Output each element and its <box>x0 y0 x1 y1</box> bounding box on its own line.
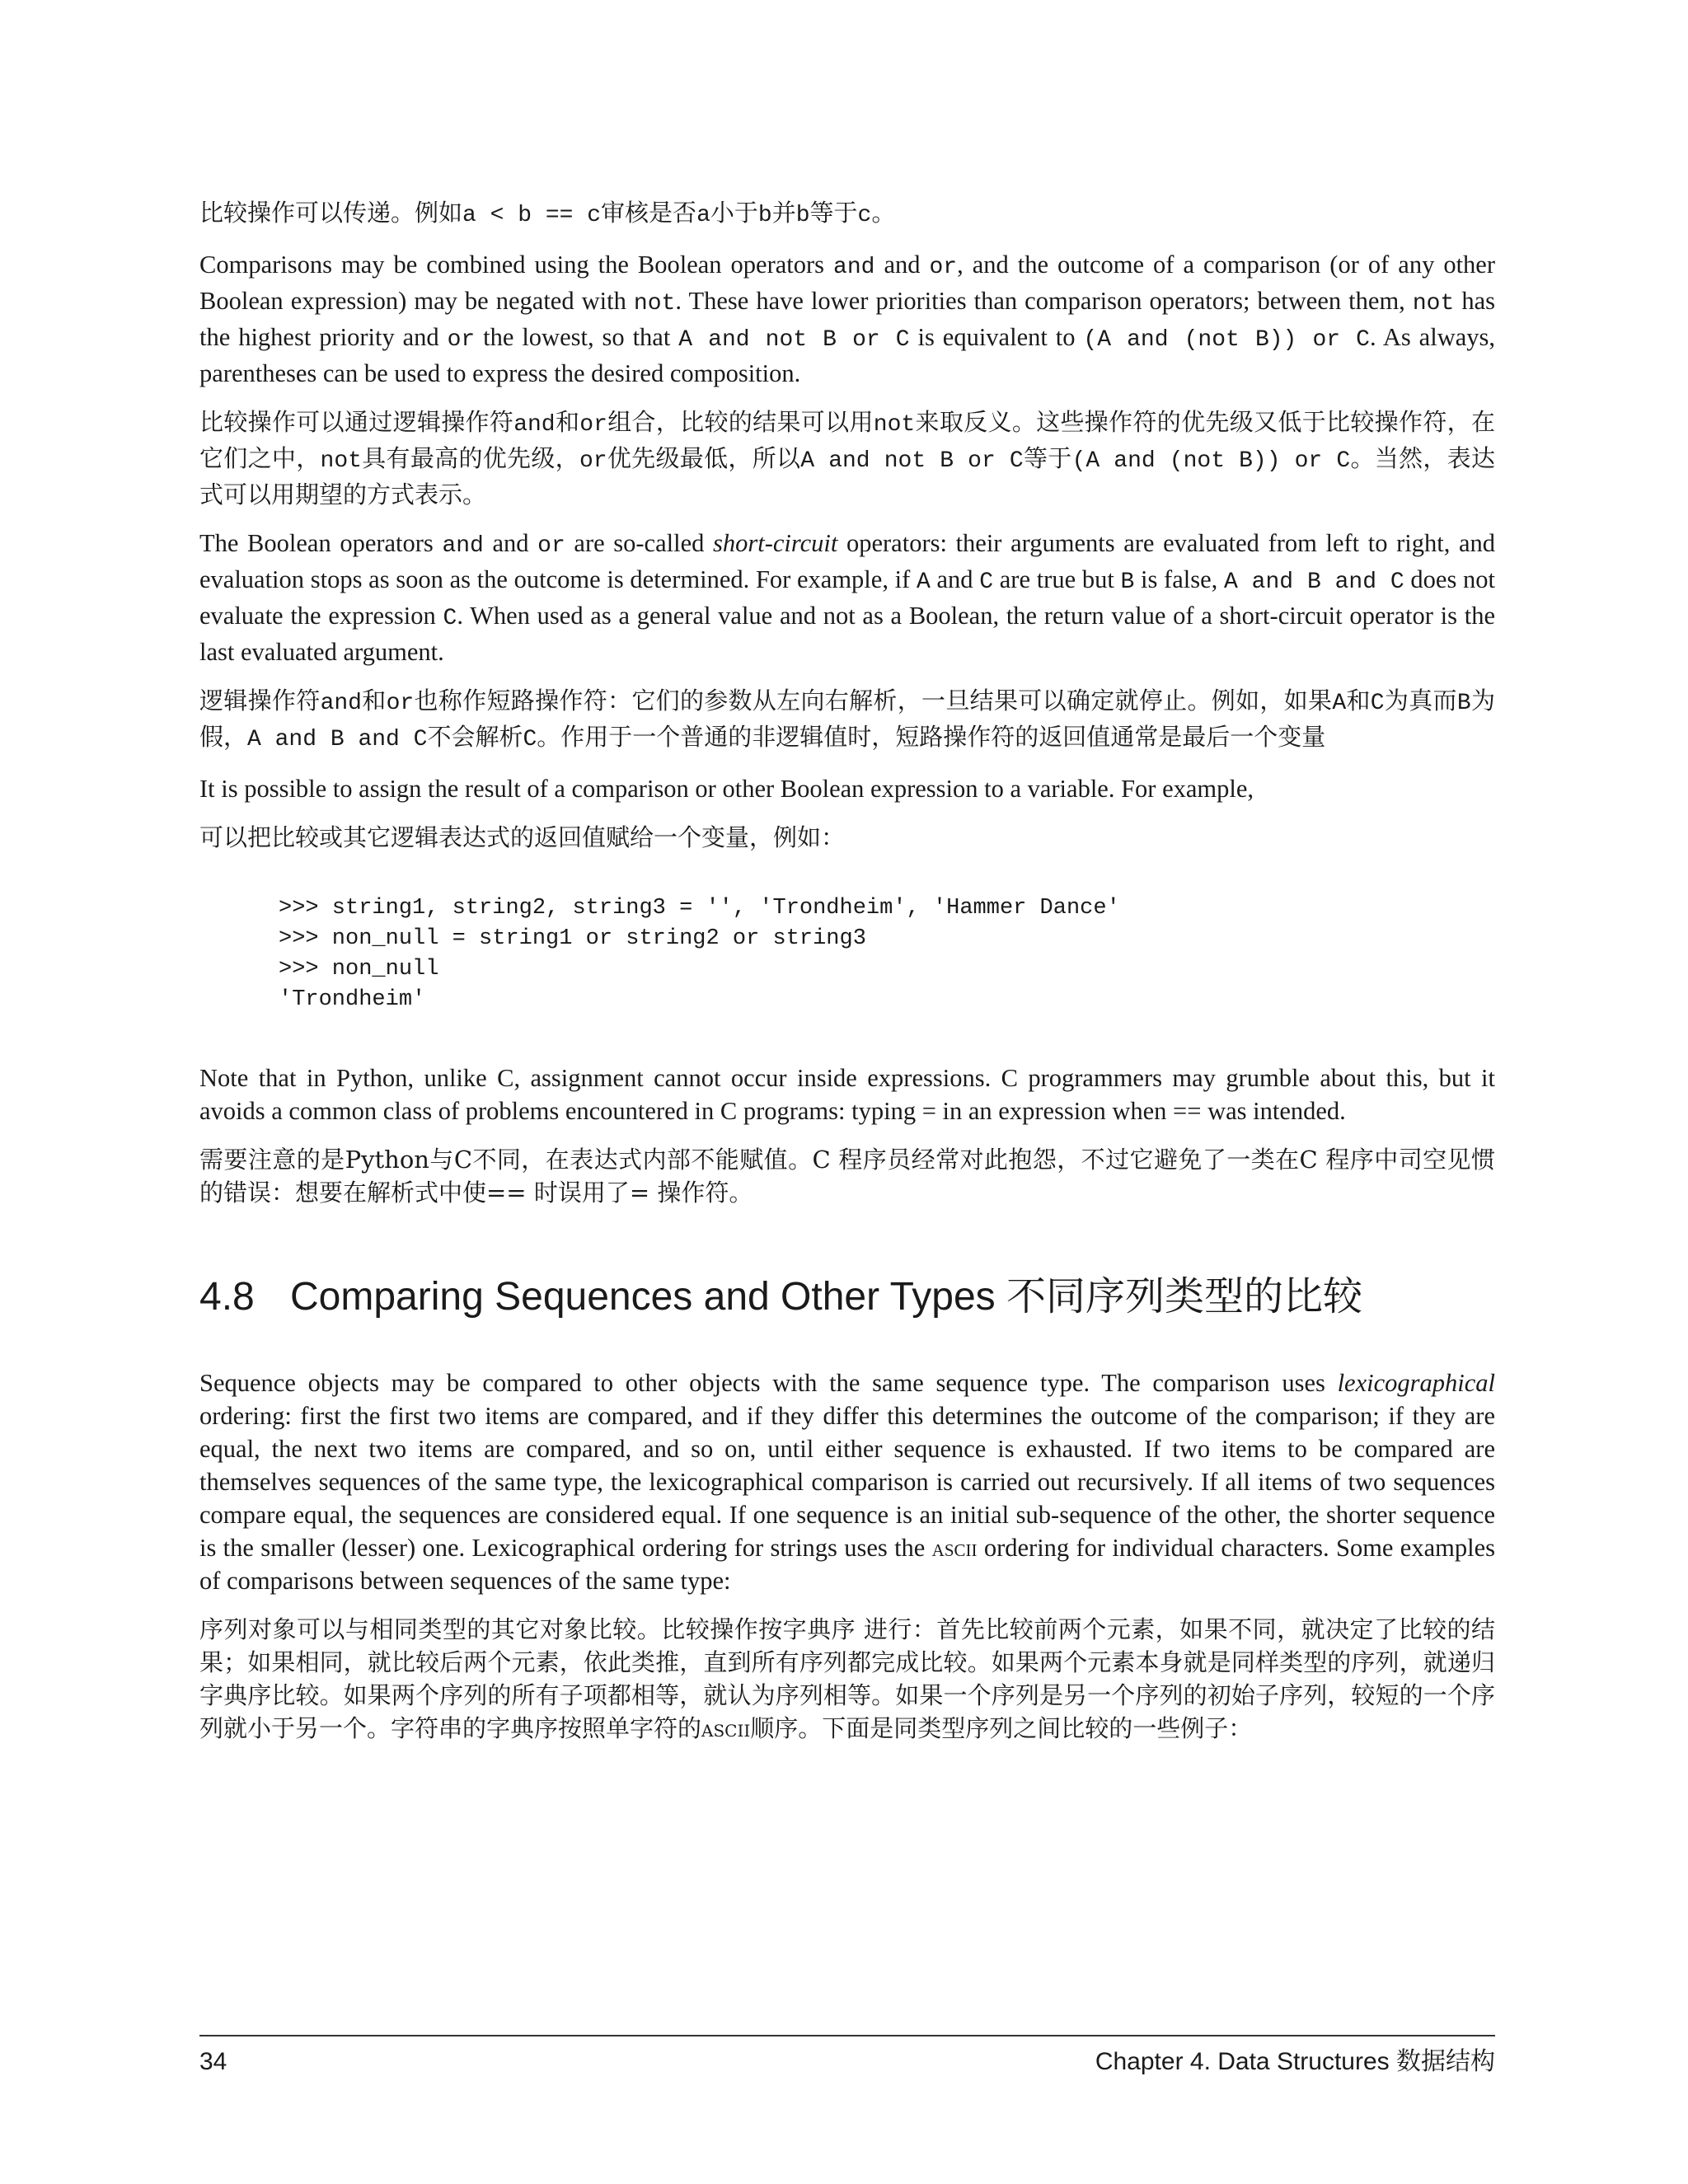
inline-code: A and B and C <box>247 727 428 752</box>
inline-code: B <box>1456 691 1471 716</box>
paragraph-zh-short-circuit: 逻辑操作符and和or也称作短路操作符：它们的参数从左向右解析，一旦结果可以确定就停止。例如，如果A和C为真而B为假，A and B and C不会解析C。作用于一个普通的非逻辑值时，短路操作符的返回值通常是最后一个变量 <box>199 687 1495 752</box>
inline-code: c <box>857 203 872 228</box>
small-caps-text: ascii <box>931 1534 978 1562</box>
inline-code: and <box>442 533 484 559</box>
inline-code: and <box>320 691 362 716</box>
inline-code: a <box>696 203 710 228</box>
paragraph-boolean-operators: Comparisons may be combined using the Boolean operators and and or, and the outcome of a comparison (or of any other Boolean expression) may be negated with not. These have lower priorities than comparison operators; between them, not has the highest priority and or the lowest, so that A and not B or C is equivalent to (A and (not B)) or C. As always, parentheses can be used to express the desired composition. <box>199 251 1495 387</box>
inline-code: b <box>795 203 810 228</box>
inline-code: not <box>320 448 362 474</box>
code-block: >>> string1, string2, string3 = '', 'Trondheim', 'Hammer Dance' >>> non_null = string1 or string2 or string3 >>> non_null 'Trondheim' <box>279 896 1120 1012</box>
inline-code: not <box>873 412 916 438</box>
paragraph-sequence-comparison: Sequence objects may be compared to other objects with the same sequence type. The comparison uses lexicographical ordering: first the first two items are compared, and if they differ this determines the outcome of the comparison; if they are equal, the next two items are compared, and so on, until either sequence is exhausted. If two items to be compared are themselves sequences of the same type, the lexicographical comparison is carried out recursively. If all items of two sequences compare equal, the sequences are considered equal. If one sequence is an initial sub-sequence of the other, the shorter sequence is the smaller (lesser) one. Lexicographical ordering for strings uses the ascii ordering for individual characters. Some examples of comparisons between sequences of the same type: <box>199 1369 1495 1595</box>
inline-code: not <box>1412 291 1455 316</box>
inline-code: and <box>833 255 875 280</box>
paragraph-assignment-note: Note that in Python, unlike C, assignment cannot occur inside expressions. C programmers may grumble about this, but it avoids a common class of problems encountered in C programs: typing = in an expression when == was intended. <box>199 1064 1495 1125</box>
inline-code: C <box>979 569 994 595</box>
inline-code: and <box>513 412 556 438</box>
inline-code: or <box>537 533 565 559</box>
paragraph-short-circuit: The Boolean operators and and or are so-called short-circuit operators: their arguments are evaluated from left to right, and evaluation stops as soon as the outcome is determined. For example, if A and C are true but B is false, A and B and C does not evaluate the expression C. When used as a general value and not as a Boolean, the return value of a short-circuit operator is the last evaluated argument. <box>199 529 1496 666</box>
inline-code: (A and (not B)) or C <box>1071 448 1351 474</box>
inline-code: A <box>1332 691 1347 716</box>
chapter-title: Chapter 4. Data Structures 数据结构 <box>1095 2048 1495 2075</box>
section-title: Comparing Sequences and Other Types <box>290 1275 996 1319</box>
inline-code: a < b == c <box>462 203 602 228</box>
inline-code: b <box>757 203 772 228</box>
emphasis: short-circuit <box>713 529 838 557</box>
paragraph-zh-assignment-note: 需要注意的是Python与C不同，在表达式内部不能赋值。C 程序员经常对此抱怨，不过它避免了一类在C 程序中司空见惯的错误：想要在解析式中使== 时误用了= 操作符。 <box>199 1146 1495 1207</box>
inline-code: or <box>386 691 415 716</box>
paragraph-zh-sequence-comparison: 序列对象可以与相同类型的其它对象比较。比较操作按字典序 进行：首先比较前两个元素，如果不同，就决定了比较的结果；如果相同，就比较后两个元素，依此类推，直到所有序列都完成比较。如果两个元素本身就是同样类型的序列，就递归字典序比较。如果两个序列的所有子项都相等，就认为序列相等。如果一个序列是另一个序列的初始子序列，较短的一个序列就小于另一个。字符串的字典序按照单字符的ascii顺序。下面是同类型序列之间比较的一些例子： <box>199 1615 1495 1742</box>
inline-code: C <box>1370 691 1385 716</box>
inline-code: or <box>447 327 476 353</box>
small-caps-text: ascii <box>701 1714 751 1742</box>
inline-code: A and not B or C <box>678 327 910 353</box>
paragraph-zh-assign-result: 可以把比较或其它逻辑表达式的返回值赋给一个变量，例如： <box>199 823 846 851</box>
inline-code: not <box>633 291 676 316</box>
inline-code: C <box>443 606 457 631</box>
inline-code: A <box>916 569 931 595</box>
inline-code: or <box>579 448 607 474</box>
emphasis: lexicographical <box>1337 1369 1495 1397</box>
paragraph-zh-chained-comparison: 比较操作可以传递。例如a < b == c审核是否a小于b并b等于c。 <box>199 199 896 228</box>
inline-code: C <box>523 727 537 752</box>
page-number: 34 <box>199 2048 227 2075</box>
inline-code: A and not B or C <box>800 448 1024 474</box>
paragraph-zh-boolean-operators: 比较操作可以通过逻辑操作符and和or组合，比较的结果可以用not来取反义。这些操作符的优先级又低于比较操作符，在它们之中，not具有最高的优先级，or优先级最低，所以A and not B or C等于(A and (not B)) or C。当然，表达式可以用期望的方式表示。 <box>199 408 1495 509</box>
inline-code: or <box>579 412 607 438</box>
paragraph-assign-result: It is possible to assign the result of a comparison or other Boolean expression to a variable. For example, <box>199 775 1254 803</box>
inline-code: (A and (not B)) or C <box>1083 327 1370 353</box>
inline-code: A and B and C <box>1223 569 1404 595</box>
section-heading <box>199 1272 1495 1322</box>
section-title-zh: 不同序列类型的比较 <box>1006 1273 1362 1319</box>
inline-code: or <box>929 255 958 280</box>
footer-divider <box>199 2035 1495 2036</box>
section-number: 4.8 <box>199 1275 255 1319</box>
page-content <box>199 196 1495 1760</box>
inline-code: B <box>1120 569 1135 595</box>
